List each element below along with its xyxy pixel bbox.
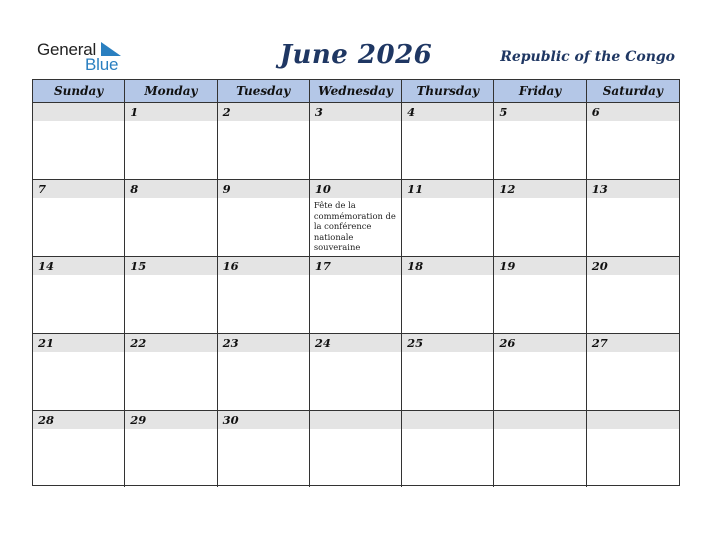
day-number: 23 (218, 334, 309, 352)
day-number: 6 (587, 103, 679, 121)
day-number: 11 (402, 180, 493, 198)
day-cell (310, 103, 402, 179)
day-cell (310, 334, 402, 410)
day-number: 18 (402, 257, 493, 275)
day-number: 19 (494, 257, 585, 275)
week-row (33, 103, 679, 180)
day-cell (587, 411, 679, 487)
day-cell (310, 257, 402, 333)
day-cell (494, 257, 586, 333)
day-cell (33, 257, 125, 333)
week-row (33, 334, 679, 411)
week-row (33, 411, 679, 487)
day-number: 20 (587, 257, 679, 275)
day-cell (125, 334, 217, 410)
day-number: 10 (310, 180, 401, 198)
day-cell (218, 334, 310, 410)
day-number: 8 (125, 180, 216, 198)
day-cell (310, 411, 402, 487)
day-cell (587, 257, 679, 333)
day-number: 13 (587, 180, 679, 198)
day-number: 28 (33, 411, 124, 429)
country-label: Republic of the Congo (500, 49, 675, 65)
weeks-container (33, 103, 679, 487)
day-number: 7 (33, 180, 124, 198)
week-row (33, 180, 679, 257)
day-cell (218, 257, 310, 333)
weekday-wednesday: Wednesday (310, 80, 402, 102)
holiday-event: Fête de la commémoration de la conférence nationale souveraine (313, 200, 396, 253)
logo-text-general: General (37, 40, 97, 59)
weekday-sunday: Sunday (33, 80, 125, 102)
day-cell (33, 334, 125, 410)
day-number: 15 (125, 257, 216, 275)
day-number: 14 (33, 257, 124, 275)
weekday-saturday: Saturday (602, 84, 663, 98)
day-cell (125, 257, 217, 333)
logo-text-blue: Blue (85, 55, 119, 74)
weekday-header-row (33, 80, 679, 103)
day-cell (587, 334, 679, 410)
day-cell (218, 180, 310, 256)
day-cell (494, 180, 586, 256)
day-cell (310, 180, 402, 256)
day-number: 3 (310, 103, 401, 121)
day-cell (494, 334, 586, 410)
day-cell (125, 411, 217, 487)
day-number: 17 (310, 257, 401, 275)
week-row (33, 257, 679, 334)
day-number: 5 (494, 103, 585, 121)
weekday-monday: Monday (125, 80, 217, 102)
day-cell (402, 411, 494, 487)
day-cell (402, 103, 494, 179)
day-number (494, 411, 585, 429)
day-cell (33, 411, 125, 487)
day-number: 2 (218, 103, 309, 121)
day-number: 1 (125, 103, 216, 121)
day-number: 27 (587, 334, 679, 352)
day-number: 30 (218, 411, 309, 429)
day-number: 9 (218, 180, 309, 198)
day-number (587, 411, 679, 429)
day-cell (402, 180, 494, 256)
day-number: 12 (494, 180, 585, 198)
day-cell (218, 103, 310, 179)
day-number: 24 (310, 334, 401, 352)
day-cell (33, 103, 125, 179)
day-number: 22 (125, 334, 216, 352)
day-cell (218, 411, 310, 487)
day-cell (402, 334, 494, 410)
day-cell (125, 103, 217, 179)
day-number (33, 103, 124, 121)
day-number: 21 (33, 334, 124, 352)
weekday-friday: Friday (494, 80, 586, 102)
day-cell (402, 257, 494, 333)
day-number: 25 (402, 334, 493, 352)
calendar-grid (32, 79, 680, 486)
day-number: 26 (494, 334, 585, 352)
day-number (310, 411, 401, 429)
day-cell (33, 180, 125, 256)
day-number: 29 (125, 411, 216, 429)
day-cell (587, 180, 679, 256)
weekday-tuesday: Tuesday (218, 80, 310, 102)
page-title: June 2026 (279, 40, 433, 70)
day-cell (587, 103, 679, 179)
day-cell (494, 411, 586, 487)
weekday-thursday: Thursday (402, 80, 494, 102)
day-cell (125, 180, 217, 256)
day-number: 16 (218, 257, 309, 275)
day-number: 4 (402, 103, 493, 121)
day-cell (494, 103, 586, 179)
day-number (402, 411, 493, 429)
